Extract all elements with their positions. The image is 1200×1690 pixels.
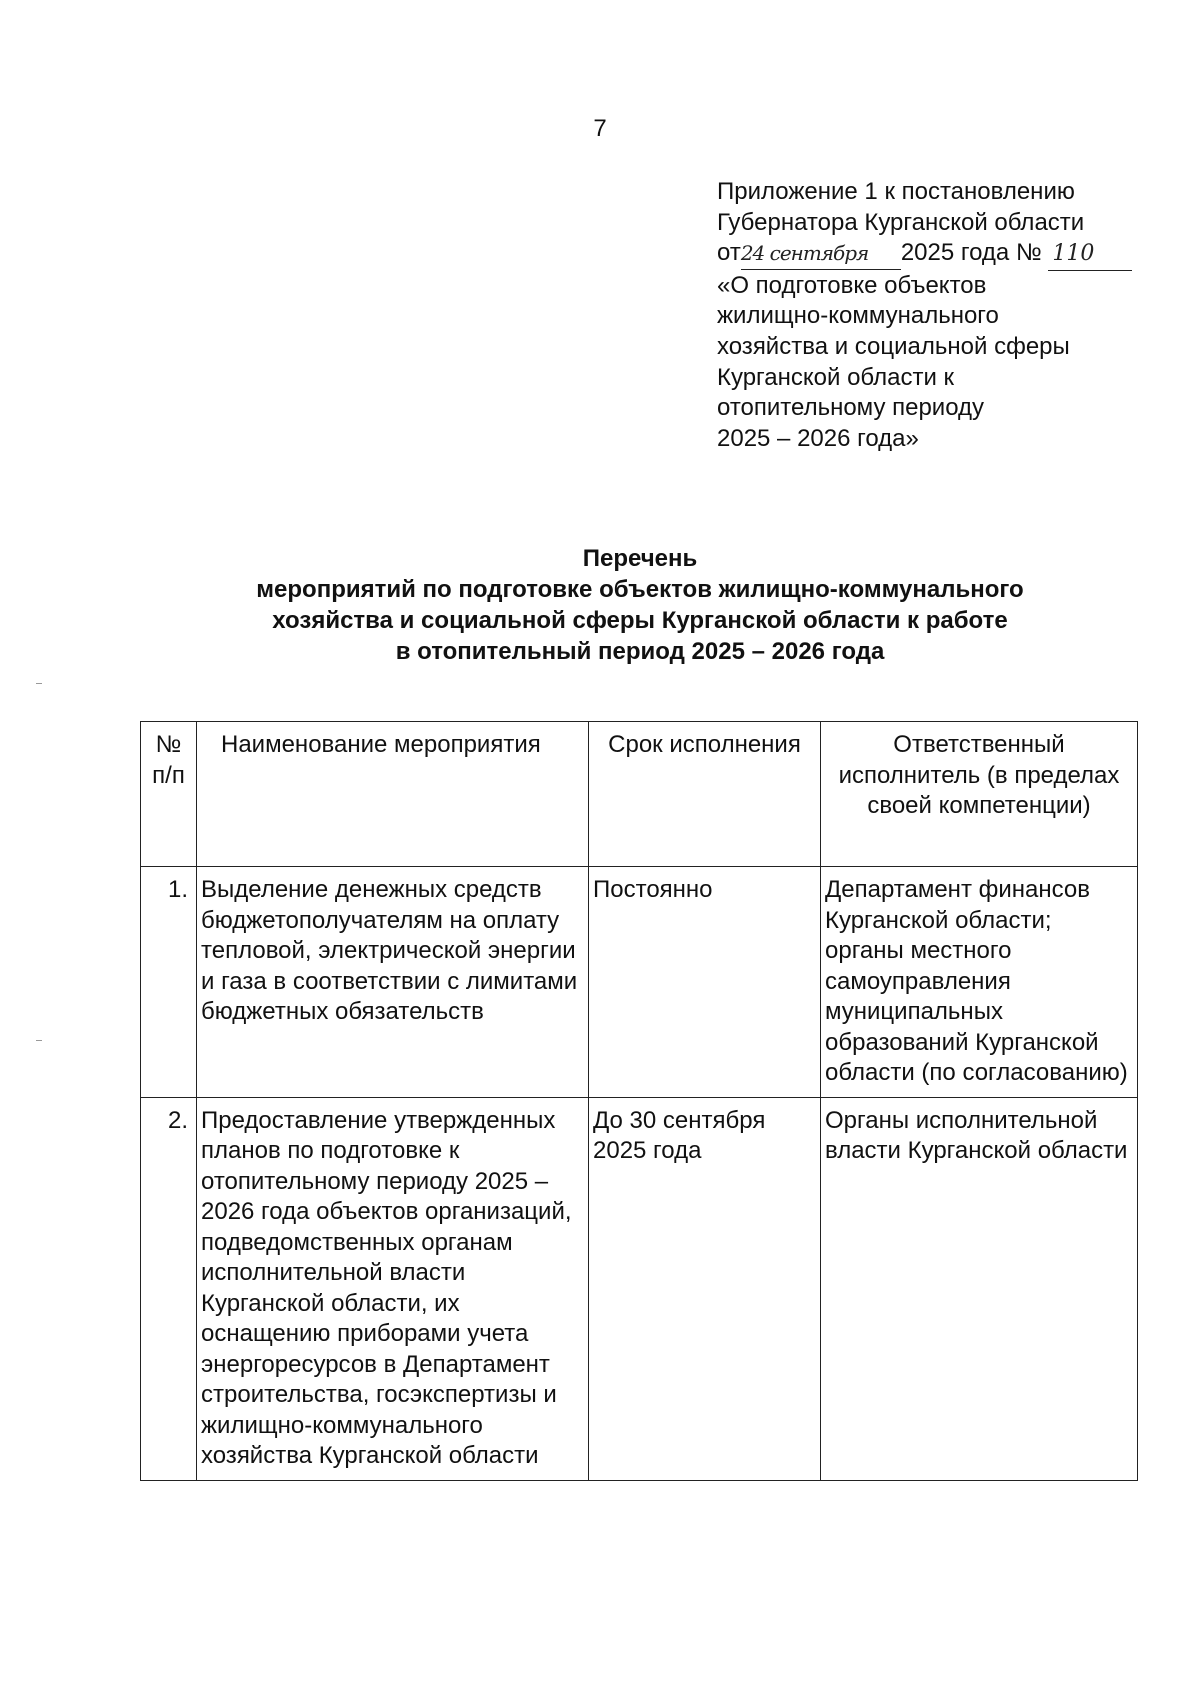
- appendix-block: [717, 177, 1157, 454]
- table-row: [141, 1097, 1138, 1480]
- appendix-line-2: Губернатора Курганской области: [717, 208, 1085, 236]
- appendix-line-4: «О подготовке объектов: [717, 271, 987, 299]
- appendix-line-7: Курганской области к: [717, 363, 955, 391]
- title-line-4: в отопительный период 2025 – 2026 года: [395, 638, 885, 665]
- appendix-line-8: отопительному периоду: [717, 394, 985, 422]
- scan-margin-mark: [36, 1040, 42, 1041]
- handwritten-date: 24 сентября: [741, 238, 901, 270]
- table-header-row: [141, 722, 1138, 867]
- row-deadline: Постоянно: [589, 867, 821, 1098]
- header-responsible: Ответственный исполнитель (в пределах своей компетенции): [821, 722, 1138, 867]
- table-row: [141, 867, 1138, 1098]
- page-number: 7: [593, 115, 607, 142]
- row-number: 2.: [141, 1097, 197, 1480]
- appendix-date-line: [717, 238, 1157, 271]
- measures-table: [140, 721, 1138, 1481]
- appendix-line-6: хозяйства и социальной сферы: [717, 332, 1070, 360]
- row-name: Предоставление утвержденных планов по подготовке к отопительному периоду 2025 – 2026 года объектов организаций, подведомственных органам исполнительной власти Курганской области, их оснащению приборами учета энергоресурсов в Департамент строительства, госэкспертизы и жилищно-коммунального хозяйства Курганской области: [197, 1097, 589, 1480]
- row-responsible: Органы исполнительной власти Курганской области: [821, 1097, 1138, 1480]
- appendix-line-1: Приложение 1 к постановлению: [717, 178, 1075, 205]
- row-number: 1.: [141, 867, 197, 1098]
- document-title: [0, 543, 1200, 667]
- header-name: Наименование мероприятия: [197, 722, 589, 867]
- date-suffix: 2025 года №: [900, 239, 1042, 267]
- title-line-2: мероприятий по подготовке объектов жилищно-коммунального: [256, 576, 1024, 603]
- row-responsible: Департамент финансов Курганской области; органы местного самоуправления муниципальных образований Курганской области (по согласованию): [821, 867, 1138, 1098]
- appendix-line-9: 2025 – 2026 года»: [717, 424, 919, 452]
- header-deadline: Срок исполнения: [589, 722, 821, 867]
- header-number: № п/п: [141, 722, 197, 867]
- scan-margin-mark: [36, 683, 42, 684]
- date-prefix: от: [717, 239, 741, 267]
- handwritten-number: 110: [1048, 239, 1132, 271]
- appendix-line-5: жилищно-коммунального: [717, 302, 999, 330]
- row-deadline: До 30 сентября 2025 года: [589, 1097, 821, 1480]
- row-name: Выделение денежных средств бюджетополучателям на оплату тепловой, электрической энергии и газа в соответствии с лимитами бюджетных обязательств: [197, 867, 589, 1098]
- title-line-1: Перечень: [582, 545, 698, 572]
- title-line-3: хозяйства и социальной сферы Курганской области к работе: [272, 607, 1008, 634]
